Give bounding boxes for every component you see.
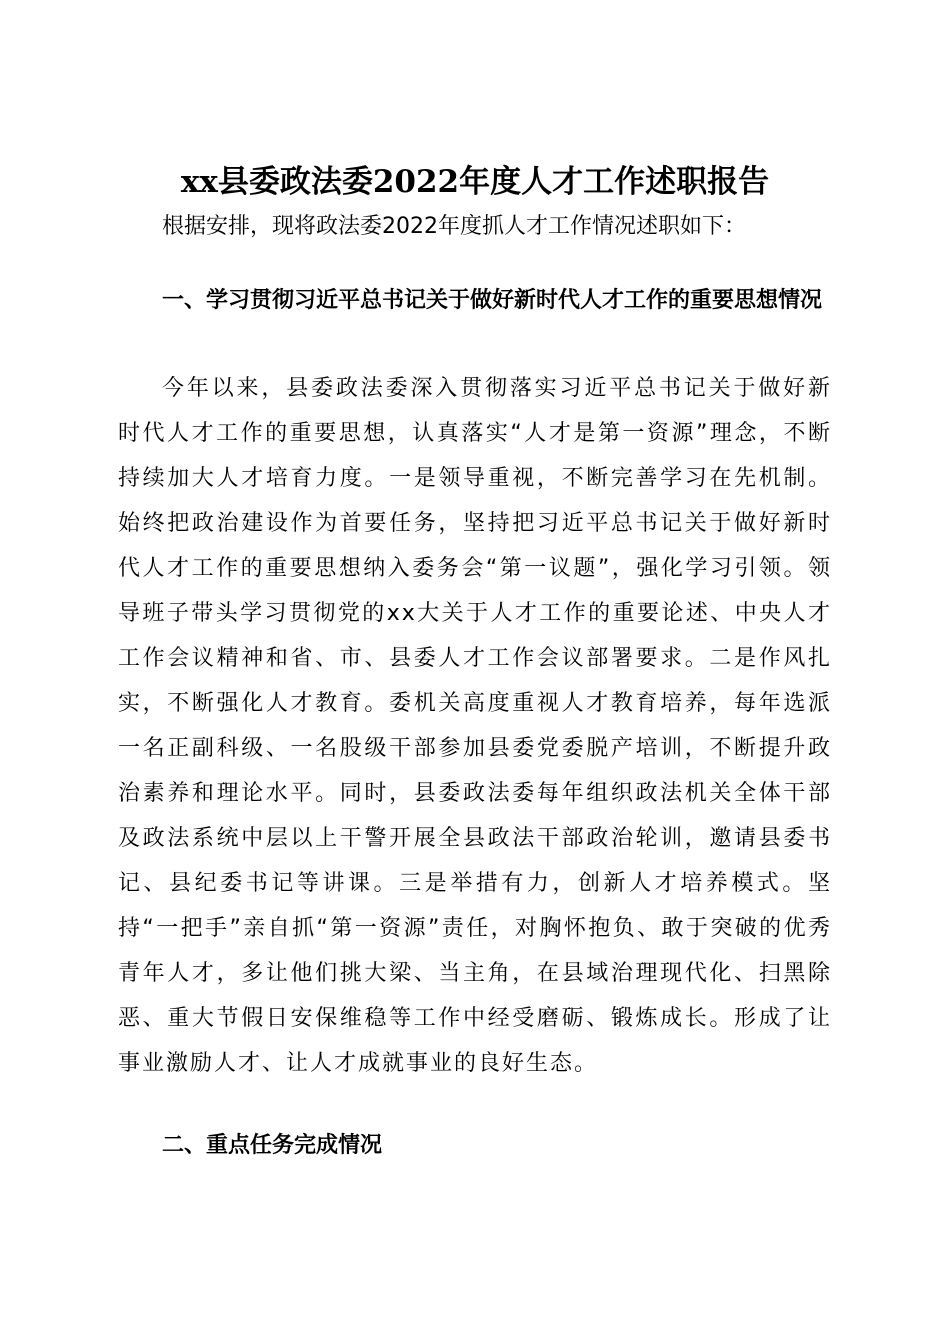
section-body-1: 今年以来，县委政法委深入贯彻落实习近平总书记关于做好新时代人才工作的重要思想，认真落实“人才是第一资源”理念，不断持续加大人才培育力度。一是领导重视，不断完善学习在先机制。始终把政治建设作为首要任务，坚持把习近平总书记关于做好新时代人才工作的重要思想纳入委务会“第一议题”，强化学习引领。领导班子带头学习贯彻党的xx大关于人才工作的重要论述、中央人才工作会议精神和省、市、县委人才工作会议部署要求。二是作风扎实，不断强化人才教育。委机关高度重视人才教育培养，每年选派一名正副科级、一名股级干部参加县委党委脱产培训，不断提升政治素养和理论水平。同时，县委政法委每年组织政法机关全体干部及政法系统中层以上干警开展全县政法干部政治轮训，邀请县委书记、县纪委书记等讲课。三是举措有力，创新人才培养模式。坚持“一把手”亲自抓“第一资源”责任，对胸怀抱负、敢于突破的优秀青年人才，多让他们挑大梁、当主角，在县域治理现代化、扫黑除恶、重大节假日安保维稳等工作中经受磨砺、锻炼成长。形成了让事业激励人才、让人才成就事业的良好生态。 [118,376,832,1076]
section-heading-1: 一、学习贯彻习近平总书记关于做好新时代人才工作的重要思想情况 [162,288,823,313]
document-title: xx县委政法委2022年度人才工作述职报告 [180,163,770,200]
section-heading-2: 二、重点任务完成情况 [162,1133,383,1158]
intro-paragraph: 根据安排，现将政法委2022年度抓人才工作情况述职如下： [162,214,746,239]
